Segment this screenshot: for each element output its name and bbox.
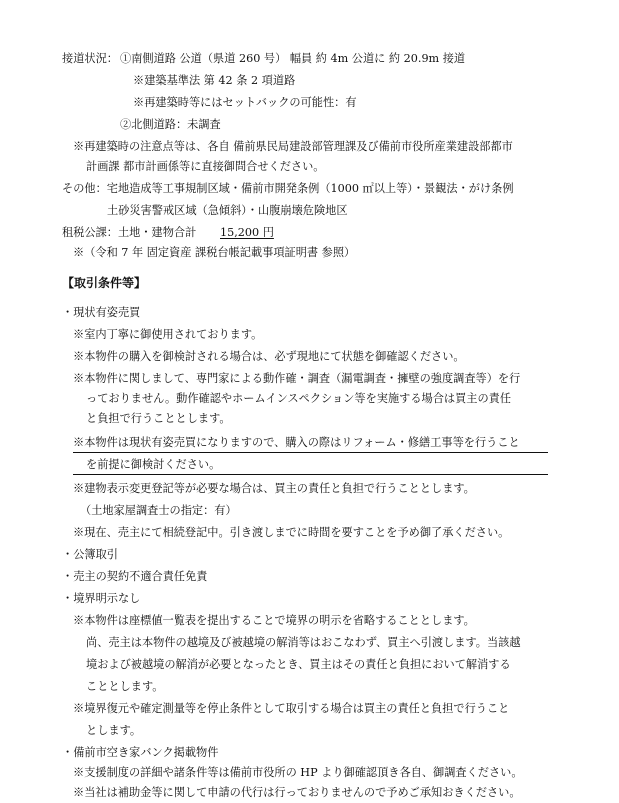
tax-note: ※（令和 7 年 固定資産 課税台帳記載事項証明書 参照） (73, 246, 356, 259)
condition-note: ※本物件は座標値一覧表を提出することで境界の明示を省略することとします。 (73, 614, 475, 627)
condition-note: ※建物表示変更登記等が必要な場合は、買主の責任と負担で行うこととします。 (73, 482, 475, 495)
other-regulations-line2: 土砂災害警戒区域（急傾斜）・山腹崩壊危険地区 (107, 204, 348, 217)
condition-paragraph: こととします。 (86, 680, 164, 693)
north-road-info: ②北側道路：未調査 (120, 118, 221, 131)
condition-note-as-is-cont: を前提に御検討ください。 (86, 458, 221, 471)
south-road-info: ①南側道路 公道（県道 260 号） 幅員 約 4m 公道に 約 20.9m 接道 (120, 52, 466, 65)
condition-as-is-sale: ・現状有姿売買 (62, 306, 141, 319)
rebuild-caution-line2: 計画課 都市計画係等に直接御問合せください。 (86, 160, 325, 173)
condition-note: ※本物件の購入を御検討される場合は、必ず現地にて状態を御確認ください。 (73, 350, 465, 363)
rebuild-caution-line1: ※再建築時の注意点等は、各自 備前県民局建設部管理課及び備前市役所産業建設部都市 (73, 140, 513, 153)
conditions-heading: 【取引条件等】 (62, 276, 147, 290)
other-regulations-line1: その他：宅地造成等工事規制区域・備前市開発条例（1000 ㎡以上等）・景観法・がけ条例 (62, 182, 514, 195)
condition-no-boundary: ・境界明示なし (62, 592, 141, 605)
condition-registry-transaction: ・公簿取引 (62, 548, 118, 561)
condition-note-cont: と負担で行うこととします。 (86, 412, 231, 425)
tax-label: 租税公課：土地・建物合計 (62, 226, 197, 239)
tax-amount: 15,200 円 (220, 226, 274, 239)
underline-rule (73, 474, 548, 475)
condition-paragraph: 境および被越境の解消が必要となったとき、買主はその責任と負担において解消する (86, 658, 511, 671)
south-road-note-standard: ※建築基準法 第 42 条 2 項道路 (133, 74, 296, 87)
south-road-note-setback: ※再建築時等にはセットバックの可能性：有 (133, 96, 357, 109)
condition-note-cont: とします。 (86, 724, 142, 737)
condition-note: ※室内丁寧に御使用されております。 (73, 328, 263, 341)
condition-note: ※本物件に関しまして、専門家による動作確・調査（漏電調査・擁壁の強度調査等）を行 (73, 372, 521, 385)
condition-note-as-is: ※本物件は現状有姿売買になりますので、購入の際はリフォーム・修繕工事等を行うこと (73, 436, 520, 449)
underline-rule (73, 452, 548, 453)
condition-note: ※現在、売主にて相続登記中。引き渡しまでに時間を要すことを予め御了承ください。 (73, 526, 510, 539)
condition-liability-exemption: ・売主の契約不適合責任免責 (62, 570, 208, 583)
condition-note: （土地家屋調査士の指定：有） (80, 504, 237, 517)
condition-vacant-house-bank: ・備前市空き家バンク掲載物件 (62, 746, 219, 759)
condition-paragraph: 尚、売主は本物件の越境及び被越境の解消等はおこなわず、買主へ引渡します。当該越 (86, 636, 521, 649)
road-access-label: 接道状況： (62, 52, 118, 65)
condition-note: ※支援制度の詳細や諸条件等は備前市役所の HP より御確認頂き各自、御調査ください。 (73, 766, 523, 779)
condition-note: ※当社は補助金等に関して申請の代行は行っておりませんので予めご承知おきください。 (73, 786, 521, 799)
condition-note: ※境界復元や確定測量等を停止条件として取引する場合は買主の責任と負担で行うこと (73, 702, 510, 715)
condition-note-cont: っておりません。動作確認やホームインスペクション等を実施する場合は買主の責任 (86, 392, 512, 405)
